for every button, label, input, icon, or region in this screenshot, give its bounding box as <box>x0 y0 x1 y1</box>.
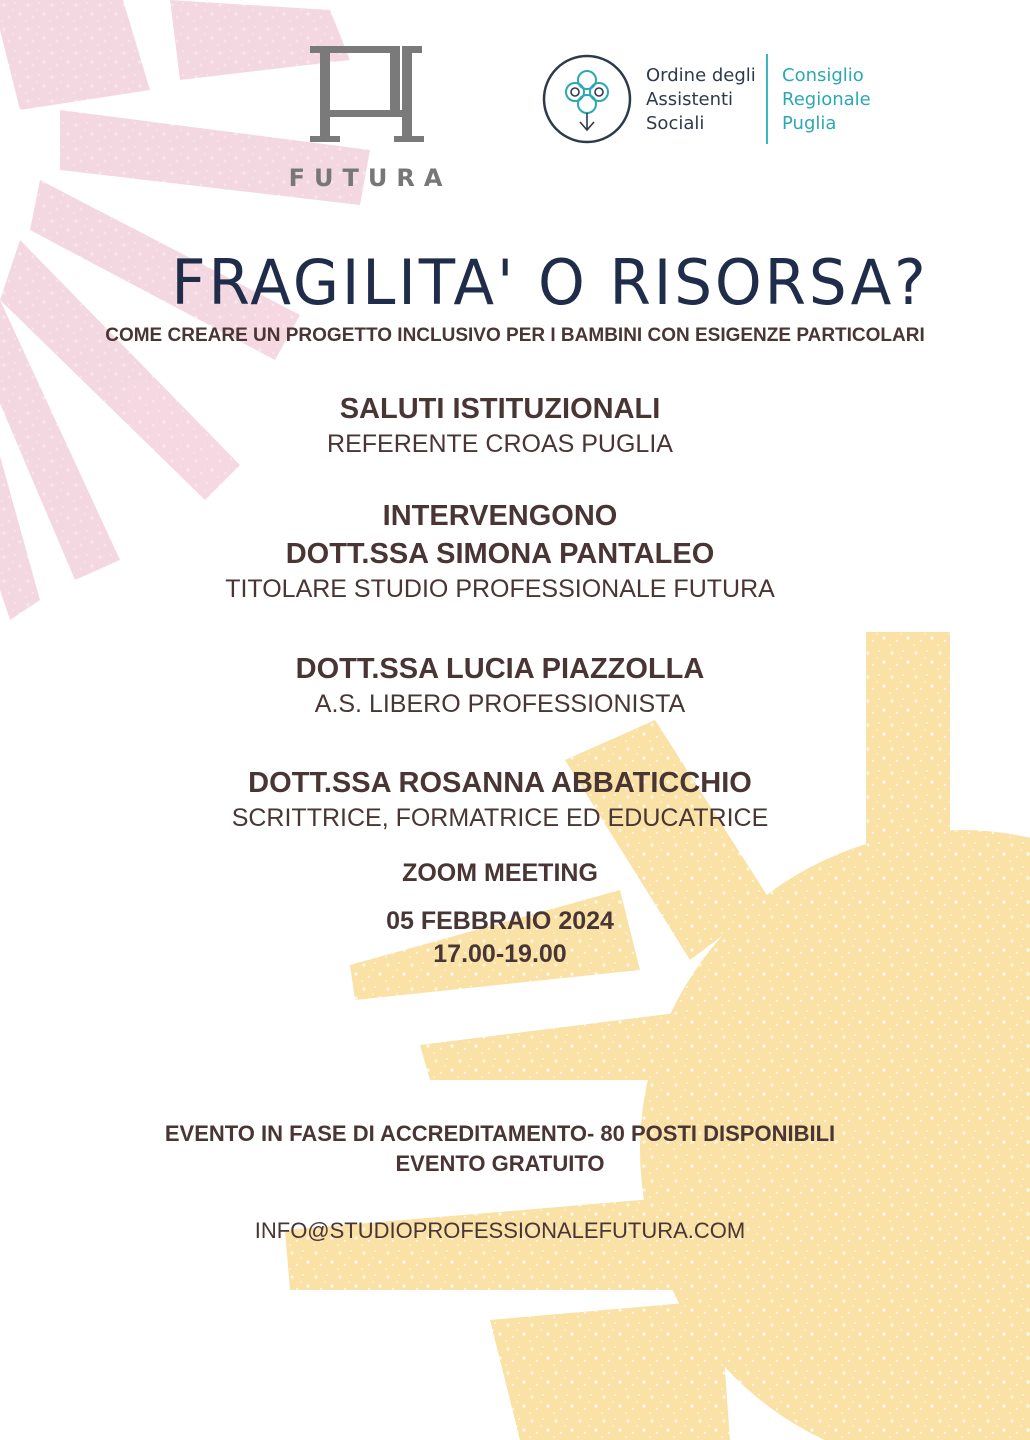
speaker-role: A.S. LIBERO PROFESSIONISTA <box>314 690 686 718</box>
futura-wordmark: FUTURA <box>288 164 452 192</box>
futura-logo <box>270 36 470 196</box>
contact-email: INFO@STUDIOPROFESSIONALEFUTURA.COM <box>254 1218 746 1243</box>
oas-region-line: Consiglio <box>782 65 864 86</box>
oas-name-line: Sociali <box>646 113 705 134</box>
speaker-role: TITOLARE STUDIO PROFESSIONALE FUTURA <box>225 575 775 603</box>
speaker-section <box>0 764 1000 834</box>
oas-name <box>646 64 756 136</box>
oas-region <box>782 64 871 136</box>
event-info <box>0 857 1000 890</box>
speaker-section <box>0 497 1000 605</box>
oas-logo <box>540 52 880 152</box>
greetings-section <box>0 390 1000 460</box>
event-date: 05 FEBBRAIO 2024 <box>386 907 614 935</box>
futura-monogram-icon <box>270 36 470 156</box>
oas-name-line: Assistenti <box>646 89 734 110</box>
oas-region-line: Regionale <box>782 89 871 110</box>
event-subtitle: COME CREARE UN PROGETTO INCLUSIVO PER I BAMBINI CON ESIGENZE PARTICOLARI <box>105 325 925 346</box>
contact <box>0 1216 1000 1246</box>
speaker-name: DOTT.SSA LUCIA PIAZZOLLA <box>295 653 705 685</box>
event-platform: ZOOM MEETING <box>402 859 598 887</box>
oas-name-line: Ordine degli <box>646 65 756 86</box>
speaker-name: DOTT.SSA SIMONA PANTALEO <box>285 538 715 570</box>
speaker-name: DOTT.SSA ROSANNA ABBATICCHIO <box>248 767 752 799</box>
oas-divider <box>766 54 768 144</box>
event-time: 17.00-19.00 <box>433 940 567 968</box>
oas-region-line: Puglia <box>782 113 837 134</box>
speakers-heading: INTERVENGONO <box>382 500 618 532</box>
greetings-role: REFERENTE CROAS PUGLIA <box>327 430 673 458</box>
footer-notes <box>0 1119 1000 1179</box>
speaker-section <box>0 650 1000 720</box>
speaker-role: SCRITTRICE, FORMATRICE ED EDUCATRICE <box>231 804 769 832</box>
oas-knot-icon <box>540 52 634 146</box>
event-title: FRAGILITA' O RISORSA? <box>171 246 929 319</box>
free-event-note: EVENTO GRATUITO <box>395 1151 605 1176</box>
accreditation-note: EVENTO IN FASE DI ACCREDITAMENTO- 80 POSTI DISPONIBILI <box>164 1121 836 1146</box>
event-schedule <box>0 905 1000 971</box>
greetings-heading: SALUTI ISTITUZIONALI <box>339 393 661 425</box>
